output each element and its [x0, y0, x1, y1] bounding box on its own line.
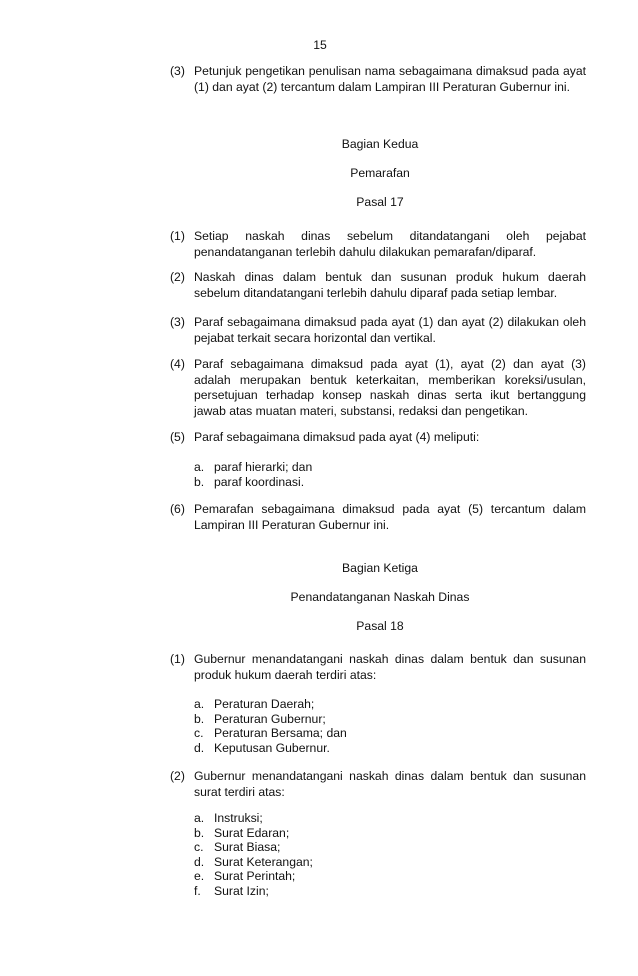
sub-item-letter: f.: [194, 883, 201, 898]
item-number: (5): [170, 430, 185, 444]
item-number: (3): [170, 315, 185, 329]
sub-item-letter: a.: [194, 697, 205, 711]
sub-list: [194, 811, 574, 899]
item-number: (1): [170, 652, 185, 666]
item-text: Petunjuk pengetikan penulisan nama sebagaimana dimaksud pada ayat (1) dan ayat (2) tercantum dalam Lampiran III Peraturan Gubernur ini.: [194, 64, 586, 94]
sub-item-letter: d.: [194, 854, 205, 869]
paragraph-item: [170, 769, 586, 800]
item-text: Naskah dinas dalam bentuk dan susunan produk hukum daerah sebelum ditandatangani terlebih dahulu diparaf pada setiap lembar.: [194, 270, 586, 300]
paragraph-item: [170, 270, 586, 301]
part-title: Penandatanganan Naskah Dinas: [290, 590, 470, 604]
sub-item-letter: d.: [194, 740, 205, 755]
part-heading: Bagian Kedua: [341, 137, 419, 151]
sub-list-item: [194, 741, 574, 756]
item-text: Paraf sebagaimana dimaksud pada ayat (4) meliputi:: [194, 430, 480, 444]
paragraph-item: [170, 64, 586, 95]
item-number: (2): [170, 270, 185, 284]
sub-item-letter: c.: [194, 840, 204, 855]
part-title: Pemarafan: [350, 166, 410, 180]
sub-item-text: Peraturan Bersama; dan: [214, 726, 347, 741]
sub-item-text: Surat Biasa;: [214, 840, 281, 855]
article-heading: Pasal 18: [356, 619, 404, 633]
item-number: (2): [170, 769, 185, 783]
paragraph-item: [170, 315, 586, 346]
sub-list-item: [194, 726, 574, 741]
paragraph-item: [170, 357, 586, 419]
sub-item-text: Instruksi;: [214, 811, 263, 825]
sub-list-item: [194, 855, 574, 870]
item-text: Gubernur menandatangani naskah dinas dalam bentuk dan susunan surat terdiri atas:: [194, 769, 586, 799]
sub-item-letter: b.: [194, 711, 205, 726]
item-text: Pemarafan sebagaimana dimaksud pada ayat (5) tercantum dalam Lampiran III Peraturan Gubernur ini.: [194, 502, 586, 532]
sub-item-text: Surat Perintah;: [214, 869, 296, 884]
item-number: (6): [170, 502, 185, 516]
sub-item-letter: a.: [194, 811, 205, 825]
sub-item-letter: c.: [194, 726, 204, 741]
sub-item-text: paraf hierarki; dan: [214, 460, 313, 474]
sub-item-letter: b.: [194, 474, 205, 489]
sub-list-item: [194, 697, 574, 712]
sub-item-letter: a.: [194, 460, 205, 474]
sub-list: [194, 697, 574, 755]
item-number: (3): [170, 64, 185, 78]
sub-list-item: [194, 826, 574, 841]
sub-list-item: [194, 840, 574, 855]
sub-list-item: [194, 869, 574, 884]
paragraph-item: [170, 502, 586, 533]
sub-item-text: Peraturan Gubernur;: [214, 711, 326, 726]
sub-item-text: Surat Edaran;: [214, 825, 290, 840]
paragraph-item: [170, 430, 586, 446]
sub-item-text: Keputusan Gubernur.: [214, 740, 330, 755]
sub-item-letter: b.: [194, 825, 205, 840]
part-heading: Bagian Ketiga: [342, 561, 418, 575]
page-number: 15: [313, 38, 327, 52]
item-text: Gubernur menandatangani naskah dinas dalam bentuk dan susunan produk hukum daerah terdiri atas:: [194, 652, 586, 682]
sub-item-text: Peraturan Daerah;: [214, 697, 315, 711]
sub-item-text: paraf koordinasi.: [214, 474, 305, 489]
sub-list-item: [194, 884, 574, 899]
item-number: (4): [170, 357, 185, 371]
sub-item-letter: e.: [194, 869, 205, 884]
article-heading: Pasal 17: [356, 195, 404, 209]
sub-item-text: Surat Izin;: [214, 883, 269, 898]
paragraph-item: [170, 652, 586, 683]
sub-list-item: [194, 811, 574, 826]
sub-list-item: [194, 712, 574, 727]
item-text: Paraf sebagaimana dimaksud pada ayat (1), ayat (2) dan ayat (3) adalah merupakan bentuk keterkaitan, memberikan koreksi/usulan, persetujuan terhadap konsep naskah dinas serta ikut bertanggung jawab atas muatan materi, substansi, redaksi dan pengetikan.: [194, 357, 586, 418]
item-number: (1): [170, 229, 185, 243]
item-text: Paraf sebagaimana dimaksud pada ayat (1) dan ayat (2) dilakukan oleh pejabat terkait secara horizontal dan vertikal.: [194, 315, 586, 345]
sub-list-item: [194, 460, 574, 475]
sub-item-text: Surat Keterangan;: [214, 854, 313, 869]
sub-list: [194, 460, 574, 489]
sub-list-item: [194, 475, 574, 490]
item-text: Setiap naskah dinas sebelum ditandatangani oleh pejabat penandatanganan terlebih dahulu dilakukan pemarafan/diparaf.: [194, 229, 586, 259]
paragraph-item: [170, 229, 586, 260]
